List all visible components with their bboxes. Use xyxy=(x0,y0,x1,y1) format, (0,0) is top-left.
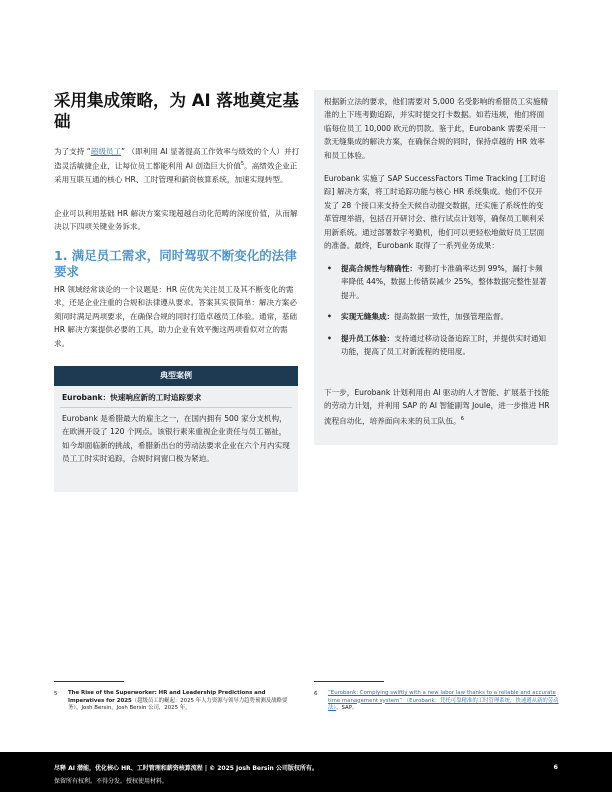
next-steps-text: 下一步，Eurobank 计划利用由 AI 驱动的人才智能、扩展基于技能的劳动力计划，并利用 SAP 的 AI 智能副驾 Joule，进一步推进 HR 流程自动化，培养面向未来的员工队伍。 xyxy=(324,388,550,426)
footnote-5-text: （超级员工的崛起：2025 年人力资源与领导力趋势预测及战略要务），Josh Bersin，Josh Bersin 公司，2025 年。 xyxy=(68,697,288,711)
page-title: 采用集成策略，为 AI 落地奠定基础 xyxy=(54,91,299,131)
bullet-icon: • xyxy=(327,333,332,343)
bullet-icon: • xyxy=(327,312,332,322)
footer-rights: 保留所有权利。不得分发。授权使用材料。 xyxy=(54,778,169,785)
case-study-body: Eurobank 是希腊最大的雇主之一，在国内拥有 500 家分支机构，在欧洲开设了 120 个网点。该银行素来重视企业责任与员工福祉，如今却面临新的挑战，希腊新出台的劳动法要求企业在六个月内实现员工工时实时追踪，合规时间窗口极为紧迫。 xyxy=(62,414,290,464)
intro-text-tail: 。高绩效企业正采用互联互通的核心 HR、工时管理和薪资核算系统，加速实现转型。 xyxy=(54,161,298,185)
case-study-header: 典型案例 xyxy=(54,366,298,386)
page-number: 6 xyxy=(553,763,558,771)
section-1-paragraph: HR 领域经常谈论的一个议题是：HR 应优先关注员工及其不断变化的需求，还是企业注重的合规和法律遵从要求。答案其实很简单：解决方案必须同时满足两项要求，在确保合规的同时打造卓越员工体验。通常，基础 HR 解决方案提供必要的工具，助力企业有效平衡这两项看似对立的需求。 xyxy=(54,285,297,348)
business-needs-paragraph: 企业可以利用基础 HR 解决方案实现超越自动化范畴的深度价值，从而解决以下四项关键业务诉求。 xyxy=(54,209,298,232)
superworker-link[interactable]: 超级员工 xyxy=(90,147,122,156)
case-study-divider xyxy=(60,407,292,408)
footnote-5 xyxy=(68,690,300,713)
footnote-ref-6[interactable]: 6 xyxy=(460,415,464,422)
case-study-continued-box xyxy=(314,90,558,445)
footnote-ref-5[interactable]: 5 xyxy=(240,161,245,168)
results-list xyxy=(324,262,550,366)
footnote-number-6: 6 xyxy=(314,691,318,697)
list-item-text: 考勤打卡准确率达到 99%，漏打卡频率降低 44%，数据上传错误减少 25%，整体数据完整性显著提升。 xyxy=(341,264,547,300)
case-study-box xyxy=(54,366,298,492)
list-item xyxy=(324,262,550,302)
right-paragraph-3 xyxy=(324,386,550,428)
intro-text-pre: 为了支持 “ xyxy=(54,147,91,156)
right-paragraph-1: 根据新立法的要求，他们需要对 5,000 名受影响的希腊员工实施精准的上下班考勤追踪，并实时提交打卡数据。如若违规，他们将面临每位员工 10,000 欧元的罚款。鉴于此，Eurobank 需要采用一款无缝集成的解决方案，在确保合规的同时，保持卓越的 HR 效率和员工体验。 xyxy=(324,97,549,160)
bullet-icon: • xyxy=(327,264,332,273)
case-study-subtitle: Eurobank：快速响应新的工时追踪要求 xyxy=(62,393,202,402)
footnote-divider-left xyxy=(54,681,124,682)
list-item-label: 实现无缝集成： xyxy=(341,312,395,322)
footnote-6 xyxy=(328,690,560,713)
footnote-6-link[interactable]: “Eurobank: Complying swiftly with a new labor law thanks to a reliable and accurate time management system” （Eurobank：凭托可靠精准的工时管理系统，快速遵从新的劳动法） xyxy=(328,690,559,711)
list-item-text: 支持通过移动设备追踪工时，并提供实时通知功能，提高了员工对新流程的使用度。 xyxy=(341,333,547,357)
page-footer xyxy=(0,752,612,792)
list-item-text: 提高数据一致性，加强管理监督。 xyxy=(394,312,509,322)
footnote-5-title: The Rise of the Superworker: HR and Leadership Predictions and Imperatives for 2025 xyxy=(68,690,266,704)
footnote-number-5: 5 xyxy=(54,691,58,697)
right-paragraph-2: Eurobank 实施了 SAP SuccessFactors Time Tracking [工时追踪] 解决方案，将工时追踪功能与核心 HR 系统集成。他们不仅开发了 28 个接口来支持全天候自动提交数据，还实施了系统性的变革管理举措，包括召开研讨会、推行试点计划等，确保员工顺利采用新系统。通过部署数字考勤机，他们可以更轻松地做好员工层面的准备。最终，Eurobank 取得了一系列业务成果： xyxy=(324,174,546,251)
intro-paragraph xyxy=(54,145,300,187)
list-item xyxy=(324,332,550,359)
list-item-label: 提升员工体验： xyxy=(341,333,395,343)
intro-text-post: ” （即利用 AI 显著提高工作效率与绩效的个人）并打造灵活敏捷企业，让每位员工都能利用 AI 创造巨大价值 xyxy=(54,147,300,171)
footnote-divider-right xyxy=(314,681,384,682)
list-item-label: 提高合规性与精确性： xyxy=(341,264,417,273)
footer-title: 尽释 AI 潜能，优化核心 HR、工时管理和薪资核算流程 | © 2025 Josh Bersin 公司版权所有。 xyxy=(54,765,318,772)
section-heading-1: 1. 满足员工需求，同时驾驭不断变化的法律要求 xyxy=(54,248,297,279)
list-item xyxy=(324,310,550,323)
footnote-6-tail: ，SAP。 xyxy=(336,705,358,711)
